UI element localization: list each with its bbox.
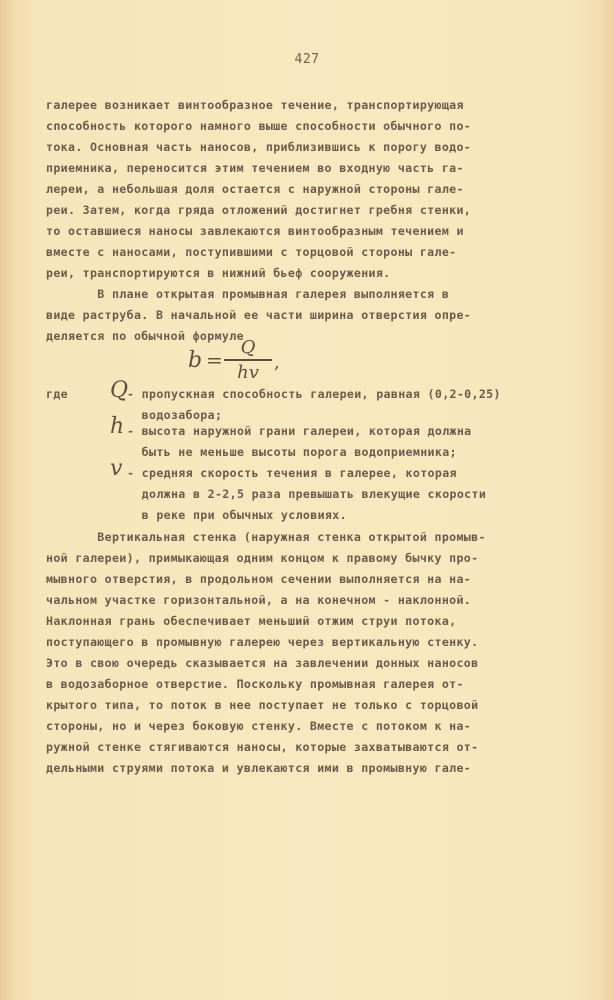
formula-denominator: hv xyxy=(237,361,259,383)
definition-symbol-h: h xyxy=(110,414,125,439)
definition-line: быть не меньше высоты порога водоприемника; xyxy=(127,445,457,459)
formula-lhs: b xyxy=(188,348,203,373)
text-line: деляется по обычной формуле xyxy=(46,329,244,343)
definition-line: - пропускная способность галереи, равная (0,2-0,25) xyxy=(127,387,501,401)
definition-line: - высота наружной грани галереи, которая должна xyxy=(127,424,472,438)
where-label: где xyxy=(46,387,68,401)
text-line: то оставшиеся наносы завлекаются винтообразным течением и xyxy=(46,224,464,238)
text-line: виде раструба. В начальной ее части ширина отверстия опре- xyxy=(46,308,472,322)
text-line: ружной стенке стягиваются наносы, которые захватываются от- xyxy=(46,740,479,754)
definition-line: - средняя скорость течения в галерее, которая xyxy=(127,466,457,480)
text-line: лереи, а небольшая доля остается с наружной стороны гале- xyxy=(46,182,464,196)
text-line: реи, транспортируются в нижний бьеф сооружения. xyxy=(46,266,391,280)
text-line: ной галереи), примыкающая одним концом к правому бычку про- xyxy=(46,551,479,565)
definition-symbol-v: v xyxy=(110,456,123,481)
text-line: мывного отверстия, в продольном сечении выполняется на на- xyxy=(46,572,472,586)
text-line: стороны, но и через боковую стенку. Вместе с потоком к на- xyxy=(46,719,472,733)
definition-line: в реке при обычных условиях. xyxy=(127,508,347,522)
text-line: вместе с наносами, поступившими с торцовой стороны гале- xyxy=(46,245,457,259)
text-line: В плане открытая промывная галерея выполняется в xyxy=(46,287,450,301)
text-line: способность которого намного выше способности обычного по- xyxy=(46,119,472,133)
formula-fraction xyxy=(224,338,272,383)
text-line: поступающего в промывную галерею через вертикальную стенку. xyxy=(46,635,479,649)
text-line: приемника, переносится этим течением во входную часть га- xyxy=(46,161,464,175)
definition-symbol-q: Q xyxy=(110,378,129,403)
text-line: чальном участке горизонтальной, а на конечном - наклонной. xyxy=(46,593,472,607)
text-line: галерее возникает винтообразное течение, транспортирующая xyxy=(46,98,464,112)
text-line: крытого типа, то поток в нее поступает не только с торцовой xyxy=(46,698,479,712)
text-line: реи. Затем, когда гряда отложений достигнет гребня стенки, xyxy=(46,203,472,217)
page-number: 427 xyxy=(294,52,320,67)
formula-numerator: Q xyxy=(240,337,256,358)
text-line: Это в свою очередь сказывается на завлечении донных наносов xyxy=(46,656,479,670)
fraction-bar xyxy=(224,359,272,361)
formula-comma: , xyxy=(274,352,280,373)
text-line: дельными струями потока и увлекаются ими в промывную гале- xyxy=(46,761,472,775)
text-line: тока. Основная часть наносов, приблизившись к порогу водо- xyxy=(46,140,472,154)
definition-line: водозабора; xyxy=(127,408,223,422)
text-line: Наклонная грань обеспечивает меньший отжим струи потока, xyxy=(46,614,457,628)
text-line: Вертикальная стенка (наружная стенка открытой промыв- xyxy=(46,530,486,544)
text-line: в водозаборное отверстие. Поскольку промывная галерея от- xyxy=(46,677,464,691)
formula-equals: = xyxy=(206,348,223,372)
definition-line: должна в 2-2,5 раза превышать влекущие скорости xyxy=(127,487,487,501)
